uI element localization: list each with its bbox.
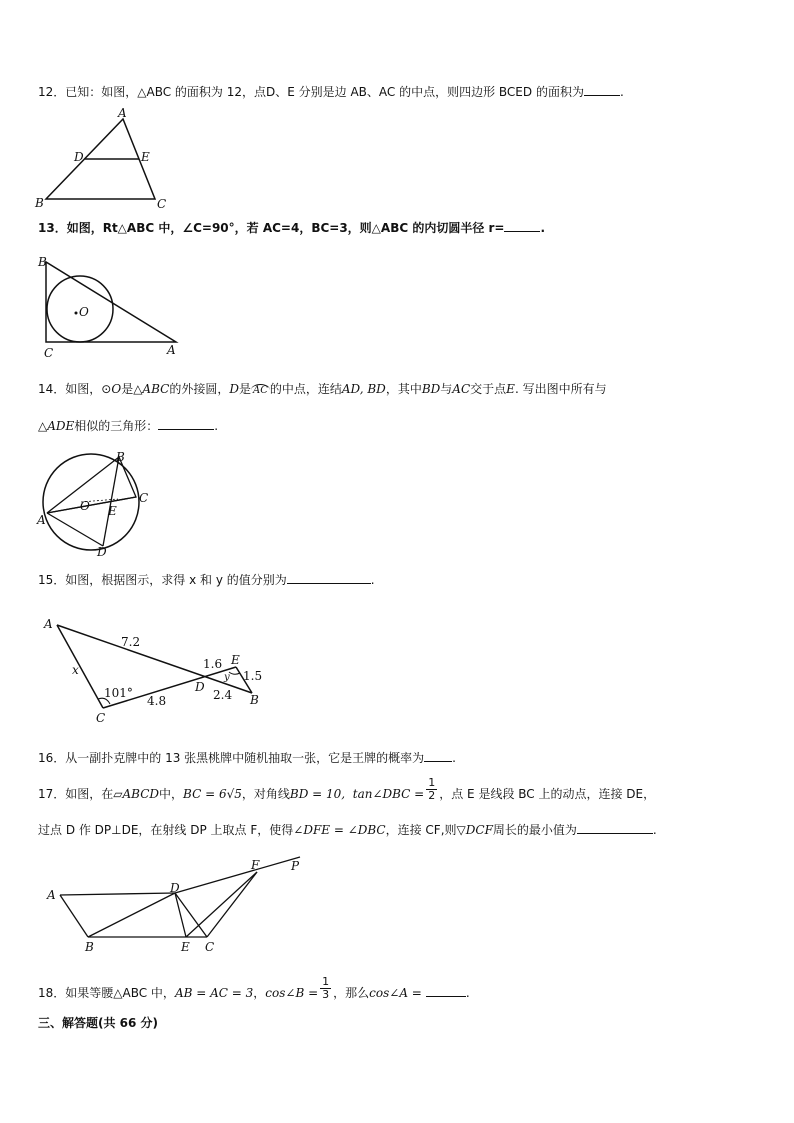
q17-tan: tan∠DBC =: [352, 787, 425, 801]
q17-label-b: B: [85, 940, 94, 954]
q17-line2-mid: ，连接 CF,则: [385, 823, 457, 837]
q18-answer-blank: [426, 985, 466, 997]
q17-mid2: ，对角线: [241, 787, 290, 801]
q18-frac-den: 3: [322, 988, 330, 1001]
q17-tri: ▽DCF: [456, 823, 493, 837]
q12-label-a: A: [118, 106, 127, 120]
q18-eq: AB = AC = 3: [174, 986, 254, 1000]
q17-label-e: E: [181, 940, 190, 954]
q15-text: 15．如图，根据图示，求得 x 和 y 的值分别为: [38, 573, 287, 587]
q15-value-angle: 101°: [104, 686, 133, 700]
q15-value-cd: 4.8: [147, 694, 167, 708]
q12-end: .: [619, 85, 624, 99]
q17-parallelogram: ▱ABCD: [113, 787, 160, 801]
q18-frac-num: 1: [322, 975, 330, 988]
q14-bd: BD: [421, 382, 441, 396]
q15-value-de: 1.6: [203, 657, 223, 671]
q14-mid3: 是: [238, 382, 251, 396]
q15-end: .: [370, 573, 375, 587]
q17-mid1: 中，: [159, 787, 184, 801]
q18-cosb: cos∠B =: [265, 986, 319, 1000]
q14-circle-symbol: ⊙: [101, 382, 112, 396]
q15-label-y: y: [224, 672, 230, 683]
q18-mid: ，: [253, 986, 266, 1000]
q18-pre: 18．如果等腰△ABC 中，: [38, 986, 175, 1000]
q15-label-x: x: [72, 663, 79, 677]
q13-label-o: O: [79, 305, 89, 319]
q16-end: .: [452, 751, 456, 765]
q17-line2-end: 周长的最小值为: [492, 823, 577, 837]
q15-label-a: A: [44, 617, 53, 631]
q17-bd: BD = 10,: [289, 787, 346, 801]
q12-label-b: B: [35, 196, 44, 210]
q14-label-o: O: [80, 499, 90, 513]
q17-bc: BC = 6√5: [183, 787, 242, 801]
q13-label-b: B: [38, 255, 47, 269]
q15-value-eb: 1.5: [243, 669, 263, 683]
q14-line2-text: 相似的三角形：: [74, 419, 159, 433]
q14-ade: △ADE: [38, 419, 75, 433]
q17-pre: 17．如图，在: [38, 787, 114, 801]
q15-value-ad: 7.2: [121, 635, 141, 649]
q14-e: E: [506, 382, 515, 396]
q14-o: O: [111, 382, 122, 396]
q15-label-c: C: [96, 711, 106, 725]
q17-frac-den: 2: [428, 789, 436, 802]
q14-mid4: 的中点，连结: [269, 382, 342, 396]
q14-mid1: 是: [121, 382, 134, 396]
section-title: 三、解答题(共 66 分): [38, 1016, 159, 1030]
q12-label-c: C: [157, 197, 167, 211]
q18-fraction: [320, 976, 331, 1001]
q14-tri: △ABC: [133, 382, 170, 396]
q14-ac: AC: [452, 382, 471, 396]
q14-label-e: E: [108, 504, 117, 518]
q14-pre: 14．如图，: [38, 382, 102, 396]
q13-label-c: C: [44, 346, 54, 360]
q18-end: .: [465, 986, 470, 1000]
q13-text: 13．如图，Rt△ABC 中，∠C=90°，若 AC=4，BC=3，则△ABC 的内切圆半径 r=: [38, 221, 505, 235]
q14-mid5: ，其中: [385, 382, 422, 396]
q13-end: .: [540, 221, 546, 235]
q15-label-d: D: [195, 680, 205, 694]
q17-frac-num: 1: [428, 776, 436, 789]
q17-label-d: D: [170, 881, 180, 895]
q17-label-f: F: [251, 858, 260, 872]
q17-line2-pre: 过点 D 作 DP⊥DE，在射线 DP 上取点 F，使得: [38, 823, 294, 837]
q18-mid2: ，那么: [333, 986, 370, 1000]
q14-label-b: B: [116, 450, 125, 464]
q17-angle-eq: ∠DFE = ∠DBC: [293, 823, 386, 837]
q14-mid7: 交于点: [470, 382, 507, 396]
q14-segs: AD, BD: [341, 382, 386, 396]
q14-label-a: A: [37, 513, 46, 527]
q14-d: D: [229, 382, 239, 396]
q15-label-e: E: [231, 653, 240, 667]
q13-label-a: A: [167, 343, 176, 357]
q12-text: 12．已知：如图，△ABC 的面积为 12，点D、E 分别是边 AB、AC 的中点，则四边形 BCED 的面积为: [38, 85, 584, 99]
q15-label-b: B: [250, 693, 259, 707]
q14-mid2: 的外接圆，: [169, 382, 230, 396]
q14-mid6: 与: [440, 382, 453, 396]
q15-value-db: 2.4: [213, 688, 233, 702]
q18-cosa: cos∠A =: [369, 986, 422, 1000]
q14-end: .: [214, 419, 219, 433]
q17-label-p: P: [291, 859, 300, 873]
q14-arc-ac: AC: [252, 385, 268, 396]
question-18: [38, 975, 470, 1001]
q17-label-c: C: [205, 940, 215, 954]
q16-text: 16．从一副扑克牌中的 13 张黑桃牌中随机抽取一张，它是王牌的概率为: [38, 751, 425, 765]
q14-mid8: . 写出图中所有与: [514, 382, 607, 396]
q14-label-d: D: [97, 545, 107, 559]
q12-label-e: E: [141, 150, 150, 164]
q17-label-a: A: [47, 888, 56, 902]
q17-mid3: ，点 E 是线段 BC 上的动点，连接 DE，: [439, 787, 656, 801]
q14-label-c: C: [139, 491, 149, 505]
q17-end: .: [652, 823, 657, 837]
q12-label-d: D: [74, 150, 84, 164]
